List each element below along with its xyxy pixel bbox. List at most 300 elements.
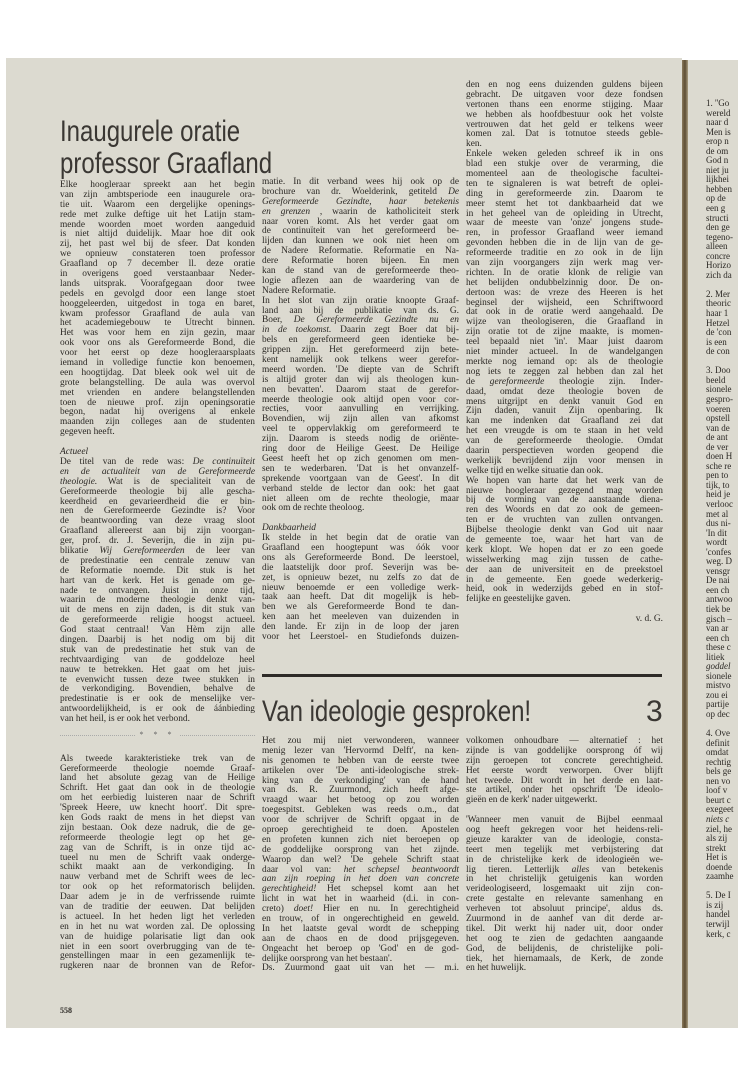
cropped-text-line: theoric [706,298,731,309]
cropped-text-line: zaamhe [706,871,734,882]
text-line: momenteel aan de theologische facultei- [466,169,663,180]
text-line: is actueel. In het heden ligt het verleden [60,911,255,922]
cropped-text-line: hebben [706,183,732,194]
text-line: nog iets te zeggen zal hebben dan zal het [466,366,663,377]
text-line: stuk van de predestinatie het stuk van de [60,644,255,655]
text-line: werkelijk bevrijdend zijn voor mensen in [466,455,663,466]
paragraph [60,458,255,725]
text-line: wijze van theologiseren, die Graafland in [466,317,663,328]
text-line: tor ook op het reformatorisch belijden. [60,882,255,893]
section-subheading: Dankbaarheid [262,523,316,534]
text-line: voor het eerst op deze hoogleraarsplaats [60,348,255,359]
article1-column-3 [466,81,663,625]
article-title-inaugurele-oratie [60,116,272,180]
cropped-text-line: Men is [706,126,731,137]
cropped-text-line: niet ju [706,164,729,175]
text-line: ring door de Heilige Geest. De Heilige [262,444,459,455]
cropped-text-line: een g [706,203,726,214]
paragraph [60,181,255,438]
page-number: 558 [60,1006,72,1015]
text-line: de verkondiging. Bovendien, behalve de [60,684,255,695]
cropped-text-line: 'confes [706,546,732,557]
paragraph [262,534,459,643]
text-line: lands uitsprak. Voorafgegaan door twee [60,278,255,289]
cropped-text-line: de con [706,346,730,357]
paragraph-spacer [466,605,663,615]
text-line: van de traditie der eeuwen. Dat belijden [60,902,255,913]
text-line: gevonden hebben die in de lijn van de ge- [466,238,663,249]
cropped-text-line: 3. Doo [706,365,731,376]
text-line: zijn geroepen tot concrete gerechtigheid. [466,755,663,766]
text-line: Het eerste wordt verworpen. Over blijft [466,765,663,776]
text-line: nen bevatten'. Daarom staat de gerefor- [262,384,459,395]
text-line: vraagd waar het betoog op zou worden [262,795,459,806]
cropped-text-line: den ge [706,222,730,233]
text-line: Ds. Zuurmond gaat uit van het — m.i. [262,963,459,974]
text-line: verideologiseerd, losgemaakt uit zijn con- [466,884,663,895]
text-line: ten er de vruchten van zullen ontvangen. [466,515,663,526]
text-line: Ongeacht het beroep op 'God' en de god- [262,943,459,954]
text-line: taak aan heeft. Dat dit mogelijk is heb- [262,592,459,603]
paragraph [466,150,663,476]
cropped-text-line: als zij [706,833,728,844]
cropped-text-line: sche re [706,460,732,471]
text-line: kent namelijk ook telkens weer gerefor- [262,355,459,366]
text-line: Als tweede karakteristieke trek van de [60,753,255,764]
paragraph [262,178,459,297]
text-line: land het absolute gezag van de Heilige [60,773,255,784]
text-line: Gereformeerde theologie noemde Graaf- [60,763,255,774]
text-line: felijke en geestelijke gaven. [466,594,571,605]
text-line: gerechtigheid! Het schepsel komt aan het [262,884,459,895]
text-line: en de actualiteit van de Gereformeerde [60,466,255,477]
text-line: aan de chaos en de dood prijsgegeven. [262,933,459,944]
text-line: Bijbelse theologie denkt van God uit naar [466,525,663,536]
text-line: keerdheid en gevarieerdheid die er bin- [60,496,255,507]
text-line: Nadere Reformatie. [262,285,336,296]
text-line: de Reformatie noemde. Dit stuk is het [60,565,255,576]
text-line: ken. [466,139,482,150]
text-line: gieuze karakter van de ideologie, consta- [466,834,663,845]
text-line: iemand in volledige functie kon benoemen, [60,358,255,369]
cropped-text-line: is zij [706,899,724,910]
text-line: niet in een soort overbrugging van de te- [60,941,255,952]
cropped-text-line: pen to [706,470,729,481]
text-line: richten. In de oratie klonk de religie van [466,267,663,278]
text-line: blikatie Wij Gereformeerden de leer van [60,545,255,556]
text-line: rede met zulke deftige uit het Latijn stam- [60,209,255,220]
text-line: in de christelijke kerk de ideologieën we- [466,854,663,865]
text-line: de continuïteit van het gereformeerd be- [262,226,459,237]
text-line: de beantwoording van deze vraag sloot [60,516,255,527]
cropped-text-line: de om [706,145,729,156]
text-line: Geest heeft het op zich genomen om men- [262,453,459,464]
text-line: Daar adem je in de verfrissende ruimte [60,892,255,903]
cropped-text-line: concre [706,250,730,261]
cropped-text-line: Horizo [706,260,731,271]
text-line: gebracht. De uitgaven voor deze fondsen [466,89,663,100]
text-line: artikelen over 'De anti-ideologische strek- [262,765,459,776]
cropped-text-line: God n [706,155,729,166]
text-line: Waarop dan wel? 'De gehele Schrift staat [262,854,459,865]
text-line: toen de nieuwe prof. zijn openingsoratie [60,397,255,408]
cropped-text-line: beurt c [706,794,731,805]
text-line: merkte nog iemand op: als de theologie [466,356,663,367]
text-line: verband stelde de lector dan ook: het gaat [262,483,459,494]
text-line: het belijden ondubbelzinnig door. De on- [466,277,663,288]
cropped-text-line: zou ei [706,689,728,700]
text-line: We hopen van harte dat het werk van de [466,475,663,486]
text-line: lig tieren. Letterlijk alles van betekenis [466,864,663,875]
text-line: predestinatie is er ook de menselijke ver- [60,694,255,705]
text-line: ook voor ons als Gereformeerde Bond, die [60,338,255,349]
title-line-2: professor Graafland [60,147,273,180]
text-line: Gereformeerde Gezindte, haar betekenis [262,196,459,207]
text-line: van zijn voorgangers zijn werk mag ver- [466,258,663,269]
text-line: sen te wederbaren. 'Dat is het onvanzelf- [262,463,459,474]
cropped-text-line: exegeet [706,804,734,815]
text-line: Ik stelde in het begin dat de oratie van [262,533,459,544]
text-line: kwam professor Graafland de aula van [60,308,255,319]
text-line: tie uit. Waarom een dergelijke openings- [60,199,255,210]
text-line: zij, het past wel bij de sfeer. Dat konden [60,239,255,250]
text-line: brochure van dr. Woelderink, getiteld De [262,186,459,197]
text-line: 'Wanneer men vanuit de Bijbel eenmaal [466,815,663,826]
text-line: king van de verkondiging' van de hand [262,775,459,786]
text-line: zijn oratie tot de zijne maakte, is momen- [466,327,663,338]
text-line: komen zal. Dat is totnutoe steeds geble- [466,129,663,140]
cropped-text-line: definit [706,737,730,748]
section-separator [60,725,255,745]
text-line: zag van de Schrift, is in onze tijd ac- [60,842,255,853]
cropped-text-line: litiek [706,651,725,662]
text-line: licht in wat het in waarheid (d.i. in con- [262,894,459,905]
text-line: reformeerde traditie en zo ook in de lijn [466,248,663,259]
text-line: hart van de kerk. Het is genade om ge- [60,575,255,586]
cropped-text-line: Het is [706,852,728,863]
cropped-text-line: sionele [706,384,732,395]
text-line: theologie. Wat is de specialiteit van de [60,476,255,487]
cropped-text-line: van ar [706,623,729,634]
text-line: de predestinatie een centrale zenuw van [60,555,255,566]
text-line: voor het Leerstoel- en Studiefonds duizen- [262,631,459,642]
cropped-text-line: weg. D [706,556,732,567]
text-line: 'Spreek Heere, uw knecht hoort'. Dit spre- [60,803,255,814]
text-line: dere Reformatie horen bijeen. En men [262,256,459,267]
paragraph [466,477,663,606]
text-line: meerde theologie ook altijd open voor cor- [262,394,459,405]
cropped-text-line: 1. ''Go [706,98,730,108]
text-line: tiek, het hiernamaals, de Kerk, de zonde [466,953,663,964]
cropped-text-line: nen vo [706,775,731,786]
text-line: ken aan het meeleven van duizenden in [262,612,459,623]
text-line: de gereformeerde religie hoogst actueel. [60,615,255,626]
text-line: de gemeente toe, waar het hart van de [466,534,663,545]
text-line: creto) doet! Hier en nu. In gerechtigheid [262,904,459,915]
text-line: beginsel der wijsheid, een Schriftwoord [466,297,663,308]
text-line: ten te signaleren is wat betreft de oplei- [466,178,663,189]
text-line: ren des Woords en dat zo ook de gemeen- [466,505,663,516]
text-line: nen de Gereformeerde Gezindte is? Voor [60,506,255,517]
cropped-text-line: met al [706,508,729,519]
text-line: crete gestalte en relevante samenhang en [466,894,663,905]
cropped-text-line: gisch – [706,613,732,624]
text-line: in de gemeente. Een goede wederkerig- [466,574,663,585]
text-line: de gereformeerde theologie zijn. Inder- [466,376,663,387]
text-line: De titel van de rede was: De continuïteit [60,456,255,467]
text-line: ons als Gereformeerde Bond. De leerstoel, [262,552,459,563]
text-line: ste artikel, onder het opschrift 'De ideolo- [466,785,663,796]
cropped-text-line: is een [706,336,727,347]
cropped-text-line: wordt [706,537,727,548]
cropped-text-line: dus ni- [706,518,731,529]
text-line: In het slot van zijn oratie knoopte Graaf- [262,295,459,306]
text-line: meerd worden. 'De diepte van de Schrift [262,364,459,375]
cropped-text-line: rechtig [706,756,731,767]
text-line: en grenzen , waarin de katholiciteit sterk [262,206,460,217]
text-line: ben we als Gereformeerde Bond te dan- [262,602,459,613]
cropped-text-line: 2. Mer [706,288,730,299]
text-line: nis genomen te hebben van de eerste twee [262,755,459,766]
cropped-text-line: beeld [706,374,726,385]
cropped-text-line: een ch [706,632,730,643]
text-line: in het geheel van de opleiding in Utrecht, [466,208,663,219]
text-line: mende woorden moet worden aangeduid [60,219,255,230]
text-line: gieën en de kerk' nader uitgewerkt. [466,795,598,806]
cropped-text-line: 4. Ove [706,728,730,739]
text-line: grote belangstelling. De aula was overvol [60,377,255,388]
text-line: van het heil, is er ook het verbond. [60,714,190,725]
cropped-text-line: structi [706,212,729,223]
text-line: en trouw, of in ongerechtigheid en geweld. [262,914,459,925]
cropped-text-line: kerk, c [706,928,731,939]
article1-column-2 [262,178,459,643]
text-line: oproep gerechtigheid te doen. Apostelen [262,825,459,836]
text-line: het tweede. Dit wordt in het derde en laat- [466,775,663,786]
section-subheading: Actueel [60,447,89,458]
cropped-text-line: tijk, to [706,479,730,490]
text-line: is niet altijd duidelijk. Maar hoe dit ook [60,229,255,240]
cropped-text-line: op de [706,193,726,204]
text-line: maanden zijn colleges aan de studenten [60,417,255,428]
cropped-text-line: op dec [706,709,730,719]
text-line: land aan bij de publikatie van ds. G. [262,305,459,316]
text-line: in de toekomst. Daarin zegt Boer dat bij- [262,325,459,336]
cropped-text-line: doende [706,861,732,872]
text-line: Elke hoogleraar spreekt aan het begin [60,180,255,190]
text-line: daar vol van: het schepsel beantwoordt [262,864,459,875]
cropped-text-line: strekt [706,842,726,853]
text-line: recties, voor aanvulling en verrijking. [262,404,459,415]
text-line: van zijn ambtsperiode een inaugurele ora- [60,189,255,200]
cropped-text-line: handel [706,909,730,920]
text-line: schikt maakt aan de verkondiging. In [60,862,255,873]
text-line: welke tijd en welke situatie dan ook. [466,465,604,476]
text-line: dat ook in de oratie werd aangehaald. De [466,307,663,318]
text-line: het oog te zien de gedachten aangaande [466,933,663,944]
text-line: lijden dan kunnen we ook niet heen om [262,236,459,247]
asterisk-separator: * * * [136,730,180,739]
cropped-text-line: 'In dit [706,527,727,538]
cropped-text-line: naar d [706,117,729,128]
paragraph [262,297,459,515]
article1-column-1 [60,181,255,972]
text-line: daad, omdat deze theologie boven de [466,386,663,397]
text-line: genstellingen maar in een gezamenlijk te- [60,951,255,962]
cropped-text-line: these c [706,642,731,653]
text-line: waarin de moderne theologie denkt van- [60,595,255,606]
text-line: antwoordelijkheid, is er ook de áánbieding [60,704,255,715]
paragraph [262,964,459,974]
text-line: rechtvaardiging van de goddeloze heel [60,654,255,665]
paragraph-spacer [60,438,255,448]
text-line: oog heeft gekregen voor het heidens-reli- [466,825,663,836]
text-line: niet alleen om de rechte theologie, maar [262,493,459,504]
text-line: en profeten kunnen zich niet beroepen op [262,834,459,845]
text-line: veel te oppervlakkig om gereformeerd te [262,424,459,435]
article-title-van-ideologie-gesproken: Van ideologie gesproken! [262,695,532,728]
article2-column-2 [466,737,663,974]
cropped-text-line: de ver [706,441,729,452]
text-line: om het eerbiedig luisteren naar de Schrift [60,793,255,804]
text-line: dingen. Daarbij is het nodig om bij dit [60,634,255,645]
text-line: aan zijn roeping in het doen van concrete [262,874,459,885]
text-line: de Nadere Reformatie. Reformatie en Na- [262,246,459,257]
cropped-text-line: wereld [706,107,731,118]
text-line: sprekende voortgaan van de Geest'. In dit [262,473,459,484]
text-line: mens uitgrijpt en denkt vanuit God en [466,396,663,407]
text-line: in overigens goed verstaanbaar Neder- [60,269,255,280]
text-line: logie aflezen aan de waardering van de [262,275,459,286]
text-line: toegespitst. Gebleken was reeds o.m., dat [262,805,459,816]
text-line: ook om de rechte theoloog. [262,503,365,514]
text-line: en het huwelijk. [466,963,527,974]
cropped-text-line: verlooc [706,498,733,509]
cropped-text-line: vensgr [706,565,730,576]
cropped-text-line: sionele [706,670,732,681]
text-line: Boer, De Gereformeerde Gezindte nu en [262,315,459,326]
text-line: bels en gereformeerd geen identieke be- [262,335,459,346]
text-line: God staat centraal! Van Hèm zijn alle [60,625,255,636]
cropped-text-line: ziel, he [706,823,732,834]
text-line: van ds. R. Zuurmond, zich heeft afge- [262,785,459,796]
text-line: begon, nadat hij overigens al enkele [60,407,255,418]
text-line: voor de schrijver de Schrift opgaat in de [262,815,459,826]
text-line: tikel. Dit werkt hij nader uit, door onder [466,923,663,934]
cropped-text-line: heid je [706,489,731,500]
text-line: daarin perspectieven worden geopend die [466,445,663,456]
text-line: grippen zijn. Het gereformeerd zijn bete- [262,345,459,356]
text-line: waar de meeste van 'onze' jongens stude- [466,218,663,229]
text-line: ren, in professor Graafland weer iemand [466,228,663,239]
cropped-text-line: partije [706,699,729,710]
text-line: nieuwe hoogleraar gezegend mag worden [466,485,663,496]
text-line: nade te ontvangen. Juist in onze tijd, [60,585,255,596]
cropped-text-line: alleen [706,241,728,252]
text-line: gegeven heeft. [60,427,115,438]
text-line: heid, ook in wederzijds gebed en in stof- [466,584,663,595]
cropped-text-line: gespro- [706,393,733,404]
text-line: ger, prof. dr. J. Severijn, die in zijn pu- [60,536,255,547]
text-line: der aan de universiteit en de preekstoel [466,564,663,575]
text-line: naar voren komt. Als het verder gaat om [262,216,459,227]
text-line: teel bepaald niet 'in'. Maar juist daarom [466,337,663,348]
cropped-text-line: tegeno- [706,231,733,242]
text-line: te evenwicht tussen deze twee stukken in [60,674,255,685]
cropped-text-line: zich da [706,269,732,280]
text-line: het een vreugde is om te staan in het veld [466,426,663,437]
cropped-text-line: antwoo [706,594,733,605]
paragraph [262,737,459,964]
text-line: wisselwerking mag zijn tussen de cathe- [466,554,663,565]
text-line: zet, is opnieuw bezet, nu zelfs zo dat de [262,572,459,583]
cropped-text-line: een ch [706,584,730,595]
text-line: vertrouwen dat het geld er telkens weer [466,119,663,130]
cropped-text-line: lijkhei [706,174,729,185]
text-line: zijnde is van goddelijke oorsprong óf wij [466,745,663,756]
paragraph [466,816,663,974]
cropped-text-line: mistvo [706,680,731,691]
cropped-text-line: erop n [706,136,729,147]
text-line: ding in gereformeerde zin. Daarom te [466,188,663,199]
text-line: ken Gods raakt de mens in het diepst van [60,813,255,824]
cropped-text-line: haar 1 [706,308,729,319]
text-line: Graafland op 7 december ll. deze oratie [60,259,255,270]
article-series-number: 3 [646,695,663,728]
text-line: vertonen thans een enorme stijging. Maar [466,99,663,110]
text-line: van de huidige polarisatie ligt dan ook [60,931,255,942]
text-line: God, de belijdenis, de christelijke poli- [466,943,663,954]
text-line: kerk klopt. We hopen dat er zo een goede [466,544,663,555]
text-line: Schrift. Het gaat dan ook in de theologie [60,783,255,794]
article2-column-1 [262,737,459,974]
text-line: hooggeleerden, uitgedost in toga en baret, [60,298,255,309]
text-line: zijn. Daarom is steeds nodig de oriënte- [262,434,459,445]
text-line: we hebben als hoofdbestuur ook het volste [466,109,663,120]
cropped-text-line: niets c [706,814,730,825]
paragraph [60,755,255,973]
text-line: Zijn daden, vanuit Zijn openbaring. Ik [466,406,663,417]
text-line: blad een stukje over de verarming, die [466,159,663,170]
text-line: in het christelijk getuigenis kan worden [466,874,663,885]
cropped-text-line: de ant [706,432,728,443]
text-line: Het was voor hem en zijn gezin, maar [60,328,255,339]
text-line: menig lezer van 'Hervormd Delft', na ken- [262,745,459,756]
text-line: nauw verband met de Schrift wees de lec- [60,872,255,883]
text-line: verheven tot absoluut principe', aldus ds. [466,904,663,915]
text-line: reformeerde theologie legt op het ge- [60,832,255,843]
paragraph [466,737,663,806]
text-line: Enkele weken geleden schreef ik in ons [466,149,663,160]
text-line: die laatstelijk door prof. Severijn was be- [262,562,459,573]
text-line: rugkeren naar de bronnen van de Refor- [60,961,255,972]
text-line: Het zou mij niet verwonderen, wanneer [262,736,459,746]
text-line: met vrienden en andere belangstellenden [60,387,255,398]
text-line: het academiegebouw te Utrecht binnen. [60,318,255,329]
text-line: is altijd groter dan wij als theologen kun- [262,374,459,385]
text-line: tueel nu men de Schrift vaak onderge- [60,852,255,863]
cropped-text-line: loof v [706,785,728,796]
text-line: dertoon was: de vreze des Heeren is het [466,287,663,298]
right-page-cropped-text [706,99,738,939]
cropped-text-line: 5. De I [706,890,731,901]
text-line: niet minder actueel. In de wandelgangen [466,347,663,358]
text-line: In het laatste geval wordt de schepping [262,923,459,934]
text-line: we opnieuw constateren toen professor [60,249,255,260]
cropped-text-line: voeren [706,403,731,414]
text-line: kan me indenken dat Graafland zei dat [466,416,663,427]
text-line: bij de vorming van de aanstaande diena- [466,495,663,506]
